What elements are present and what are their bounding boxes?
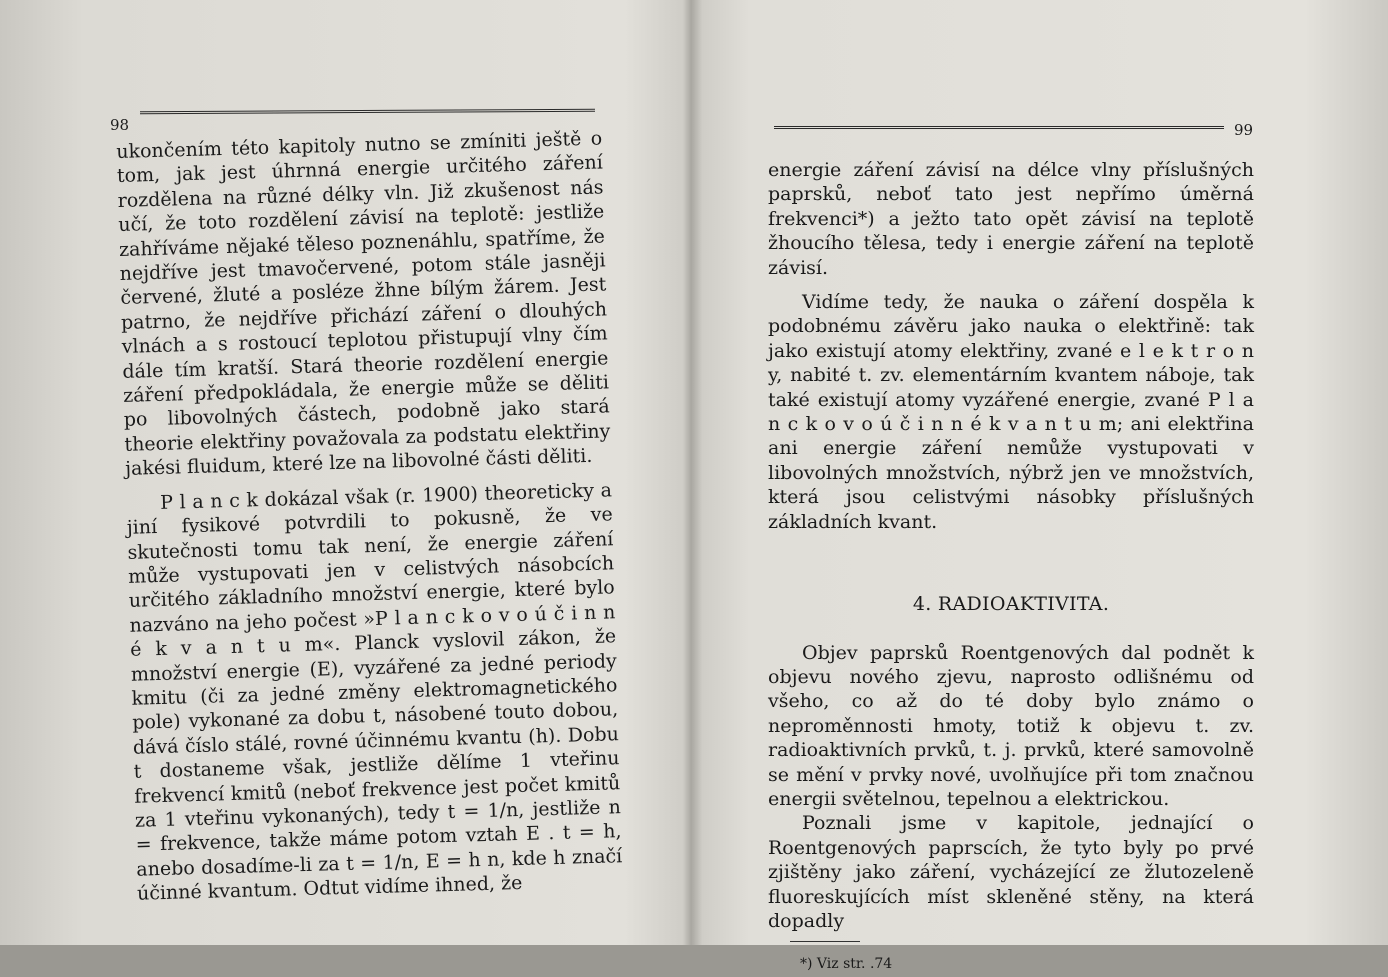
section-heading: 4. RADIOAKTIVITA. bbox=[912, 593, 1110, 616]
footnote: *) Viz str. .74 bbox=[800, 956, 893, 973]
right-page-text bbox=[768, 158, 1254, 977]
header-rule bbox=[140, 109, 595, 116]
paragraph: Objev paprsků Roentgenových dal podnět k objevu nového zjevu, naprosto odlišnému od všeho, co až do té doby bylo známo o neproměnnosti hmoty, totiž k objevu t. zv. radioaktivních prvků, t. j. prvků, které samovolně se mění v prvky nové, uvolňujíce při tom značnou energii světelnou, tepelnou a elektrickou. bbox=[768, 641, 1254, 810]
left-page bbox=[0, 0, 690, 945]
page-number: 98 bbox=[110, 116, 130, 134]
left-page-text bbox=[116, 126, 623, 906]
paragraph: Poznali jsme v kapitole, jednající o Roentgenových paprscích, že tyto byly po prvé zjištěny jako záření, vycházející ze žlutozeleně fluoreskujících míst skleněné stěny, na která dopadly bbox=[768, 812, 1254, 932]
footnote-rule bbox=[790, 941, 860, 942]
paragraph: energie záření závisí na délce vlny příslušných paprsků, neboť tato jest nepřímo úměrná frekvenci*) a ježto tato opět závisí na teplotě žhoucího tělesa, tedy i energie záření na teplotě závisí. bbox=[768, 159, 1254, 279]
paragraph: ukončením této kapitoly nutno se zmíniti ještě o tom, jak jest úhrnná energie určitého záření rozdělena na různé délky vln. Již zkušenost nás učí, že toto rozdělení závisí na teplotě: jestliže zahříváme nějaké těleso poznenáhlu, spatříme, že nejdříve jest tmavočervené, potom stále jasněji červené, žluté a posléze žhne bílým žárem. Jest patrno, že nejdříve přichází záření o dlouhých vlnách a s rostoucí teplotou přistupují vlny čím dále tím kratší. Stará theorie rozdělení energie záření předpokládala, že energie může se děliti po libovolných částech, podobně jako stará theorie elektřiny považovala za podstatu elektřiny jakési fluidum, které lze na libovolné části děliti. bbox=[116, 127, 611, 481]
page-number: 99 bbox=[1234, 121, 1254, 139]
paragraph: Vidíme tedy, že nauka o záření dospěla k podobnému závěru jako nauka o elektřině: tak jako existují atomy elektřiny, zvané e l e k t r o n y, nabité t. zv. elementárním kvantem náboje, tak také existují atomy vyzářené energie, zvané P l a n c k o v o ú č i n n é k v a n t u m; ani elektřina ani energie záření nemůže vystupovati v libovolných množstvích, nýbrž jen ve množstvích, která jsou celistvými násobky příslušných základních kvant. bbox=[768, 291, 1254, 533]
right-page bbox=[694, 0, 1388, 973]
paragraph: P l a n c k dokázal však (r. 1900) theoreticky a jiní fysikové potvrdili to pokusně, že ve skutečnosti tomu tak není, že energie záření může vystupovati jen v celistvých násobcích určitého základního množství energie, které bylo nazváno na jeho počest »P l a n c k o v o ú č i n n é k v a n t u m«. Planck vyslovil zákon, že množství energie (E), vyzářené za jedné periody kmitu (či za jedné změny elektromagnetického pole) vykonané za dobu t, násobené touto dobou, dává číslo stálé, rovné účinnému kvantu (h). Dobu t dostaneme však, jestliže dělíme 1 vteřinu frekvencí kmitů (neboť frekvence jest počet kmitů za 1 vteřinu vykonaných), tedy t = 1/n, jestliže n = frekvence, takže máme potom vztah E . t = h, anebo dosadíme-li za t = 1/n, E = h n, kde h značí účinné kvantum. Odtut vidíme ihned, že bbox=[126, 478, 623, 905]
header-rule bbox=[774, 126, 1224, 131]
